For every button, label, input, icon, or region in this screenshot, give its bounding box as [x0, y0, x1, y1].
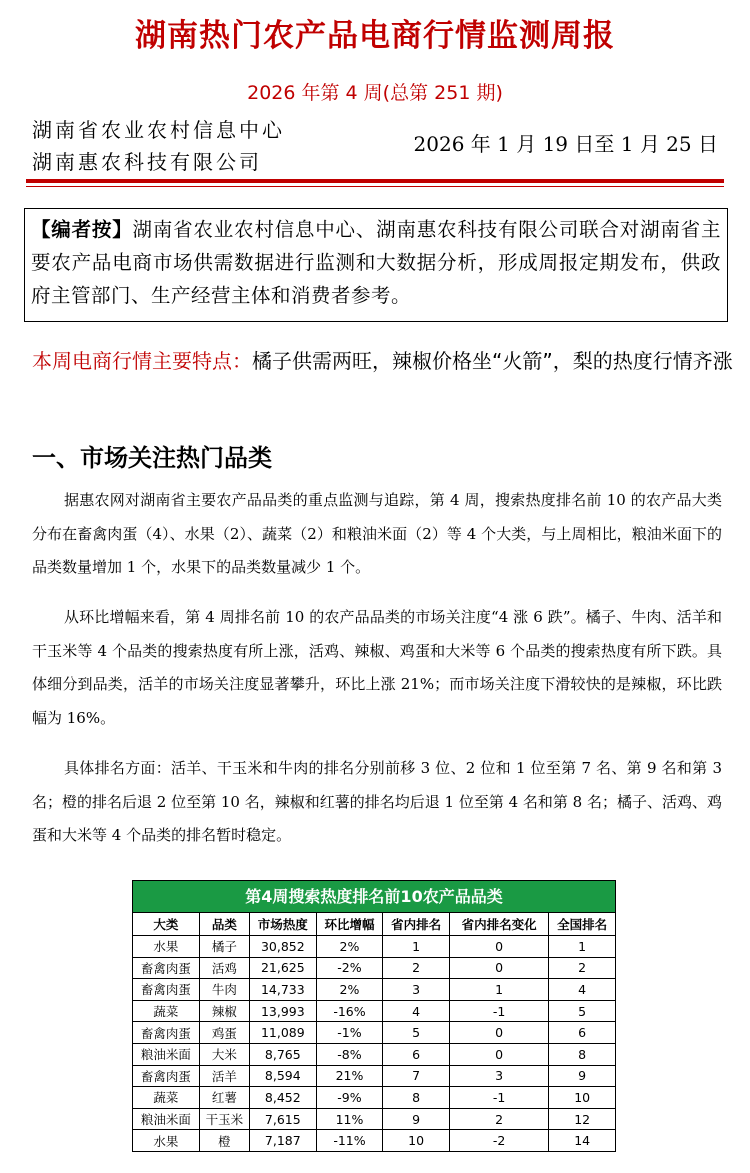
table-cell: 大米: [199, 1043, 249, 1065]
weekly-highlights: [4, 336, 746, 387]
table-body: [133, 936, 616, 1152]
table-header-row: [133, 913, 616, 936]
table-cell: 0: [449, 957, 548, 979]
table-cell: 8: [383, 1087, 450, 1109]
ranking-table: [132, 880, 616, 1152]
report-title: 湖南热门农产品电商行情监测周报: [135, 18, 615, 54]
table-cell: 10: [549, 1087, 616, 1109]
table-cell: 30,852: [249, 936, 316, 958]
table-row: [133, 1130, 616, 1152]
table-cell: 0: [449, 1043, 548, 1065]
table-cell: 6: [549, 1022, 616, 1044]
table-cell: 7: [383, 1065, 450, 1087]
table-cell: 橙: [199, 1130, 249, 1152]
table-cell: 1: [383, 936, 450, 958]
table-cell: 2: [549, 957, 616, 979]
table-cell: 畜禽肉蛋: [133, 1022, 200, 1044]
table-cell: 畜禽肉蛋: [133, 957, 200, 979]
table-cell: 畜禽肉蛋: [133, 1065, 200, 1087]
table-cell: 14: [549, 1130, 616, 1152]
table-cell: 鸡蛋: [199, 1022, 249, 1044]
table-cell: 0: [449, 1022, 548, 1044]
date-range: 2026 年 1 月 19 日至 1 月 25 日: [413, 132, 718, 156]
table-cell: 4: [383, 1000, 450, 1022]
issue-number: 2026 年第 4 周(总第 251 期): [247, 82, 503, 104]
column-header: 全国排名: [549, 913, 616, 936]
table-cell: 活羊: [199, 1065, 249, 1087]
table-row: [133, 1043, 616, 1065]
table-cell: 蔬菜: [133, 1087, 200, 1109]
table-cell: 2%: [316, 979, 383, 1001]
table-row: [133, 936, 616, 958]
table-cell: 2: [383, 957, 450, 979]
editor-note-text: 湖南省农业农村信息中心、湖南惠农科技有限公司联合对湖南省主要农产品电商市场供需数据进行监测和大数据分析，形成周报定期发布，供政府主管部门、生产经营主体和消费者参考。: [31, 218, 721, 307]
highlights-text: 橘子供需两旺，辣椒价格坐“火箭”，梨的热度行情齐涨: [252, 349, 733, 373]
column-header: 大类: [133, 913, 200, 936]
table-cell: 牛肉: [199, 979, 249, 1001]
table-cell: 红薯: [199, 1087, 249, 1109]
table-cell: 3: [383, 979, 450, 1001]
column-header: 市场热度: [249, 913, 316, 936]
table-cell: 1: [549, 936, 616, 958]
table-cell: 1: [449, 979, 548, 1001]
table-cell: 7,187: [249, 1130, 316, 1152]
column-header: 省内排名变化: [449, 913, 548, 936]
table-row: [133, 1022, 616, 1044]
table-cell: 4: [549, 979, 616, 1001]
paragraph-3: 具体排名方面：活羊、干玉米和牛肉的排名分别前移 3 位、2 位和 1 位至第 7 名、第 9 名和第 3 名；橙的排名后退 2 位至第 10 名，辣椒和红薯的排名均后退 1 位至第 4 名和第 8 名；橘子、活鸡、鸡蛋和大米等 4 个品类的排名暂时稳定。: [32, 759, 722, 844]
table-cell: 橘子: [199, 936, 249, 958]
table-row: [133, 1108, 616, 1130]
table-cell: 12: [549, 1108, 616, 1130]
table-cell: -1%: [316, 1022, 383, 1044]
table-cell: -1: [449, 1087, 548, 1109]
table-caption: 第4周搜索热度排名前10农产品品类: [132, 880, 616, 912]
header-rule-thin: [26, 186, 724, 187]
table-row: [133, 979, 616, 1001]
table-cell: -8%: [316, 1043, 383, 1065]
table-row: [133, 1000, 616, 1022]
table-cell: 2: [449, 1108, 548, 1130]
table-cell: 21,625: [249, 957, 316, 979]
table-cell: -9%: [316, 1087, 383, 1109]
table-cell: 8: [549, 1043, 616, 1065]
table-cell: 水果: [133, 936, 200, 958]
table-cell: 9: [549, 1065, 616, 1087]
section-title: 一、市场关注热门品类: [32, 444, 272, 472]
table-cell: 9: [383, 1108, 450, 1130]
paragraph-2: 从环比增幅来看，第 4 周排名前 10 的农产品品类的市场关注度“4 涨 6 跌”。橘子、牛肉、活羊和干玉米等 4 个品类的搜索热度有所上涨，活鸡、辣椒、鸡蛋和大米等 6 个品类的搜索热度有所下跌。具体细分到品类，活羊的市场关注度显著攀升，环比上涨 21%；而市场关注度下滑较快的是辣椒，环比跌幅为 16%。: [32, 608, 722, 727]
table-cell: 干玉米: [199, 1108, 249, 1130]
table-cell: 2%: [316, 936, 383, 958]
table-row: [133, 1087, 616, 1109]
table-cell: -16%: [316, 1000, 383, 1022]
table-cell: 0: [449, 936, 548, 958]
table-cell: 辣椒: [199, 1000, 249, 1022]
table-cell: 3: [449, 1065, 548, 1087]
highlights-label: 本周电商行情主要特点：: [32, 349, 252, 373]
table-cell: -2%: [316, 957, 383, 979]
table-cell: 8,452: [249, 1087, 316, 1109]
table-cell: -11%: [316, 1130, 383, 1152]
column-header: 环比增幅: [316, 913, 383, 936]
table-cell: 活鸡: [199, 957, 249, 979]
table-cell: 水果: [133, 1130, 200, 1152]
column-header: 省内排名: [383, 913, 450, 936]
table-cell: 5: [383, 1022, 450, 1044]
table-cell: 畜禽肉蛋: [133, 979, 200, 1001]
editor-note-box: [24, 208, 728, 322]
paragraph-1: 据惠农网对湖南省主要农产品品类的重点监测与追踪，第 4 周，搜索热度排名前 10 的农产品大类分布在畜禽肉蛋（4）、水果（2）、蔬菜（2）和粮油米面（2）等 4 个大类，与上周相比，粮油米面下的品类数量增加 1 个，水果下的品类数量减少 1 个。: [32, 491, 722, 576]
table-row: [133, 957, 616, 979]
table-cell: 14,733: [249, 979, 316, 1001]
table-cell: 10: [383, 1130, 450, 1152]
publisher-2: 湖南惠农科技有限公司: [32, 150, 262, 174]
table-cell: 21%: [316, 1065, 383, 1087]
table-cell: 6: [383, 1043, 450, 1065]
publisher-1: 湖南省农业农村信息中心: [32, 118, 285, 142]
table-cell: -1: [449, 1000, 548, 1022]
table-cell: 7,615: [249, 1108, 316, 1130]
editor-note-label: 【编者按】: [31, 218, 133, 241]
column-header: 品类: [199, 913, 249, 936]
table-cell: -2: [449, 1130, 548, 1152]
table-cell: 粮油米面: [133, 1108, 200, 1130]
table-row: [133, 1065, 616, 1087]
table-cell: 11%: [316, 1108, 383, 1130]
header-rule-thick: [26, 179, 724, 183]
table-cell: 蔬菜: [133, 1000, 200, 1022]
table-cell: 11,089: [249, 1022, 316, 1044]
table-cell: 13,993: [249, 1000, 316, 1022]
table-cell: 8,594: [249, 1065, 316, 1087]
table-cell: 5: [549, 1000, 616, 1022]
table-cell: 8,765: [249, 1043, 316, 1065]
table-cell: 粮油米面: [133, 1043, 200, 1065]
